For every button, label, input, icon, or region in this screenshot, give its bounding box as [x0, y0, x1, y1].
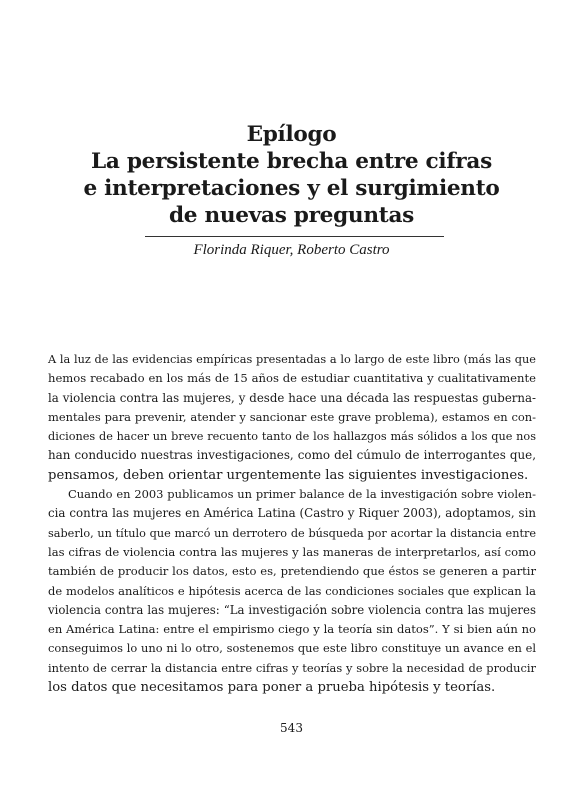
text-line: en América Latina: entre el empirismo ciego y la teoría sin datos”. Y si bien aún no [48, 622, 536, 637]
text-line: mentales para prevenir, atender y sancionar este grave problema), estamos en con- [48, 409, 536, 424]
text-line: la violencia contra las mujeres, y desde hace una década las respuestas guberna- [48, 390, 536, 405]
text-line: conseguimos lo uno ni lo otro, sostenemos que este libro constituye un avance en el [48, 641, 536, 656]
text-line: pensamos, deben orientar urgentemente las siguientes investigaciones. [48, 467, 529, 483]
text-line: hemos recabado en los más de 15 años de estudiar cuantitativa y cualitativamente [48, 371, 536, 386]
chapter-title-line-1: La persistente brecha entre cifras [91, 149, 492, 174]
chapter-title-line-2: e interpretaciones y el surgimiento [83, 176, 500, 201]
paragraph-2 [48, 485, 536, 697]
text-line: diciones de hacer un breve recuento tanto de los hallazgos más sólidos a los que nos [48, 430, 536, 444]
text-line: cia contra las mujeres en América Latina (Castro y Riquer 2003), adoptamos, sin [48, 506, 536, 521]
chapter-authors: Florinda Riquer, Roberto Castro [193, 242, 390, 258]
text-line: los datos que necesitamos para poner a prueba hipótesis y teorías. [48, 680, 496, 696]
page-number: 543 [280, 721, 303, 735]
text-line: también de producir los datos, esto es, pretendiendo que éstos se generen a partir [48, 564, 536, 579]
text-line: han conducido nuestras investigaciones, como del cúmulo de interrogantes que, [48, 448, 536, 463]
chapter-heading [0, 121, 583, 229]
text-line: de modelos analíticos e hipótesis acerca de las condiciones sociales que explican la [48, 583, 536, 598]
chapter-title-line-3: de nuevas preguntas [168, 203, 415, 228]
paragraph-1 [48, 350, 536, 485]
text-line: las cifras de violencia contra las mujeres y las maneras de interpretarlos, así como [48, 544, 536, 559]
text-line: A la luz de las evidencias empíricas presentadas a lo largo de este libro (más las que [48, 353, 536, 366]
text-line: violencia contra las mujeres: “La investigación sobre violencia contra las mujeres [48, 602, 536, 617]
text-line: intento de cerrar la distancia entre cifras y teorías y sobre la necesidad de producir [48, 660, 536, 675]
text-line: Cuando en 2003 publicamos un primer balance de la investigación sobre violen- [68, 487, 536, 502]
text-line: saberlo, un título que marcó un derrotero de búsqueda por acortar la distancia entre [48, 526, 536, 540]
chapter-label: Epílogo [246, 122, 337, 147]
body-text [48, 350, 536, 697]
title-divider [145, 236, 444, 237]
